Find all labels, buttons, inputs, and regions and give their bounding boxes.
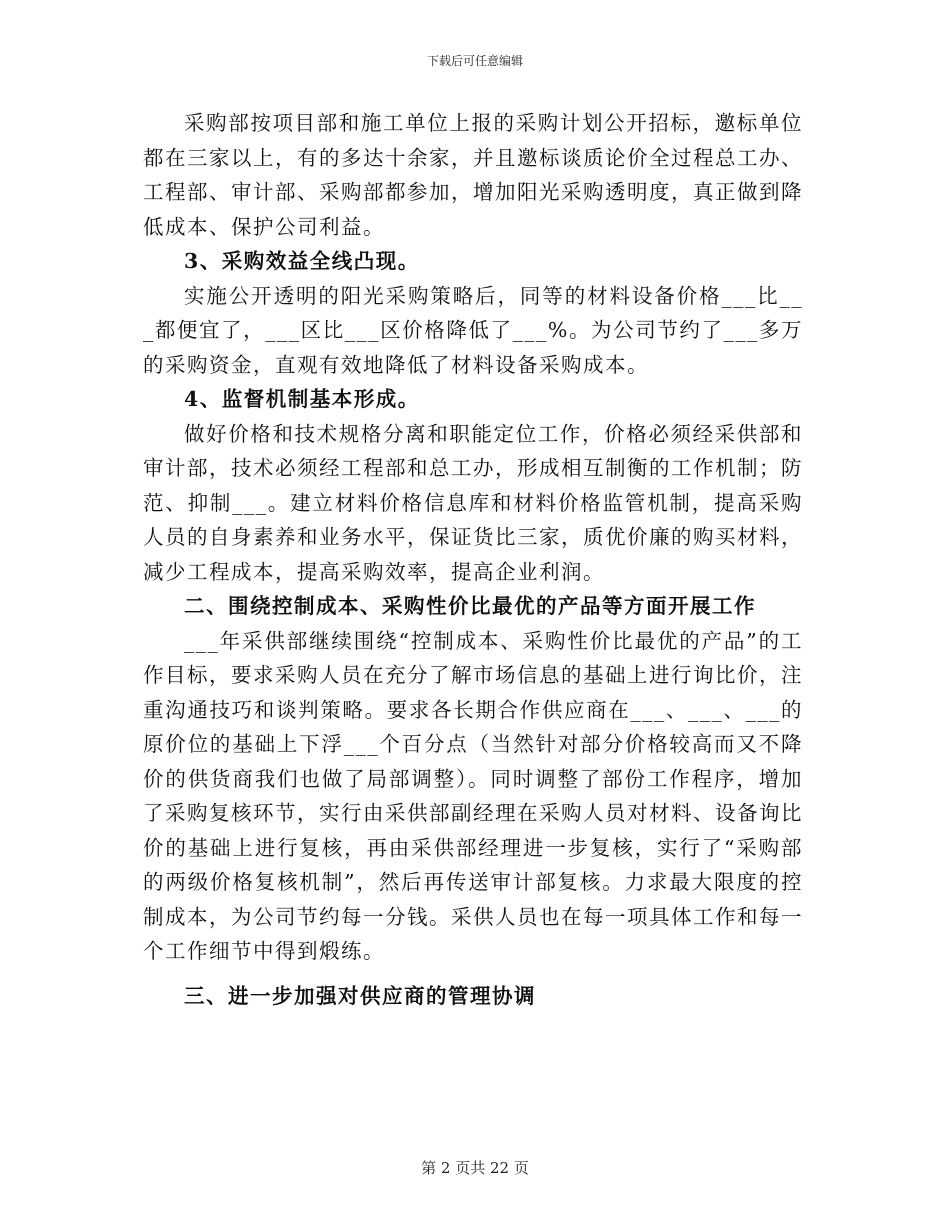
page-footer: 第 2 页共 22 页 (421, 1159, 529, 1177)
heading-supervision-mechanism: 4、监督机制基本形成。 (184, 387, 420, 411)
page-header: 下载后可任意编辑 (426, 54, 523, 68)
paragraph-price-tech-separation: 做好价格和技术规格分离和职能定位工作，价格必须经采供部和审计部，技术必须经工程部和总工办，形成相互制衡的工作机制；防范、抑制___。建立材料价格信息库和材料价格监管机制，提高采购人员的自身素养和业务水平，保证货比三家，质优价廉的购买材料，减少工程成本，提高采购效率，提高企业利润。 (143, 421, 803, 584)
paragraph-cost-savings: 实施公开透明的阳光采购策略后，同等的材料设备价格___比___都便宜了，___区比___区价格降低了___%。为公司节约了___多万的采购资金，直观有效地降低了材料设备采购成本。 (143, 283, 803, 377)
heading-procurement-benefit: 3、采购效益全线凸现。 (184, 249, 420, 273)
heading-section-three: 三、进一步加强对供应商的管理协调 (184, 983, 536, 1008)
paragraph-cost-control-work: ___年采供部继续围绕“控制成本、采购性价比最优的产品”的工作目标，要求采购人员在充分了解市场信息的基础上进行询比价，注重沟通技巧和谈判策略。要求各长期合作供应商在___、___、___的原价位的基础上下浮___个百分点（当然针对部分价格较高而又不降价的供货商我们也做了局部调整）。同时调整了部份工作程序，增加了采购复核环节，实行由采供部副经理在采购人员对材料、设备询比价的基础上进行复核，再由采供部经理进一步复核，实行了“采购部的两级价格复核机制”，然后再传送审计部复核。力求最大限度的控制成本，为公司节约每一分钱。采供人员也在每一项具体工作和每一个工作细节中得到煅练。 (143, 628, 803, 963)
document-body (143, 106, 803, 1013)
paragraph-procurement-bidding: 采购部按项目部和施工单位上报的采购计划公开招标，邀标单位都在三家以上，有的多达十余家，并且邀标谈质论价全过程总工办、工程部、审计部、采购部都参加，增加阳光采购透明度，真正做到降低成本、保护公司利益。 (143, 111, 803, 239)
heading-section-two: 二、围绕控制成本、采购性价比最优的产品等方面开展工作 (184, 594, 756, 618)
